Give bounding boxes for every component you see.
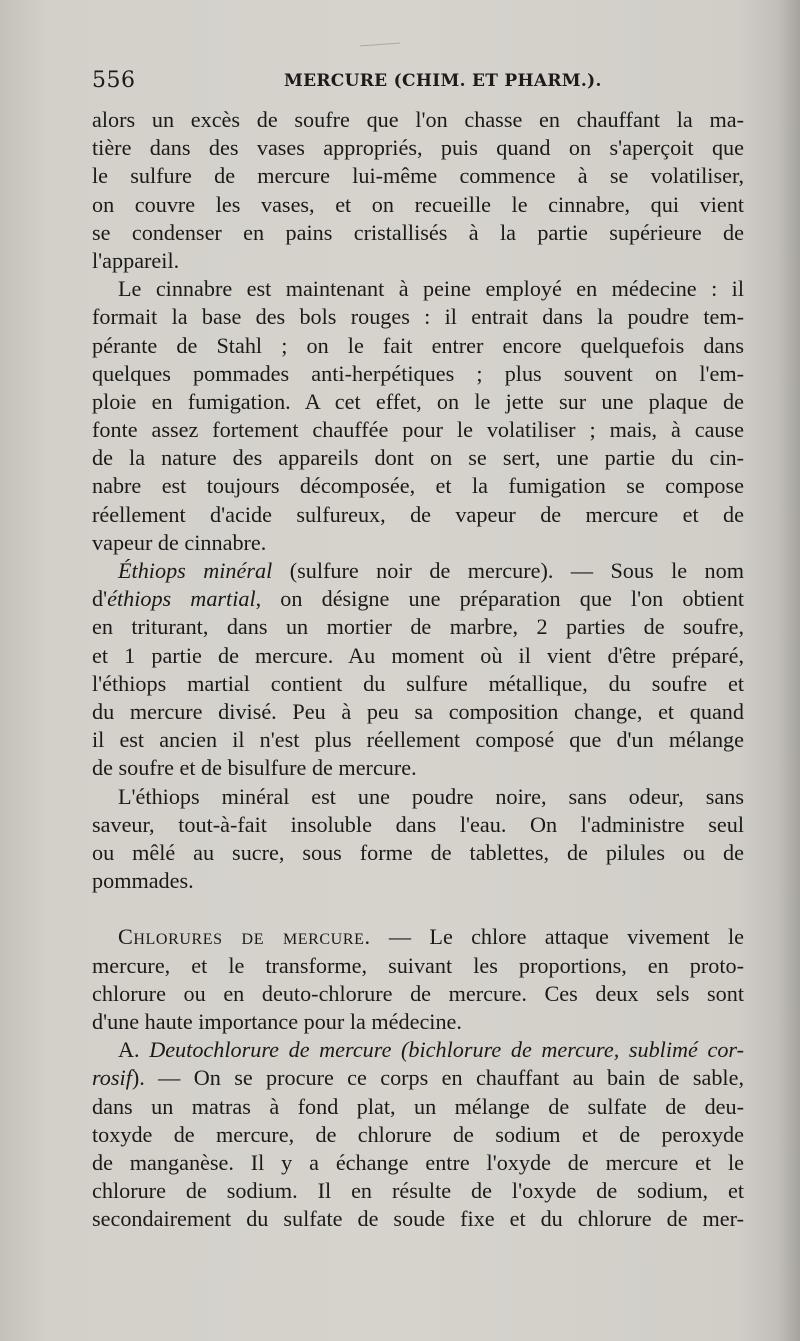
text-line: de manganèse. Il y a échange entre l'oxyde de mercure et le <box>92 1149 744 1175</box>
text-line: se condenser en pains cristallisés à la partie supérieure de <box>92 219 744 245</box>
text-line: l'appareil. <box>92 247 180 273</box>
text-fragment: , on désigne une préparation que l'on obtient <box>255 586 744 612</box>
ethiops-heading-line <box>92 557 744 585</box>
text-line: d'une haute importance pour la médecine. <box>92 1009 462 1034</box>
text-line: pommades. <box>92 868 194 894</box>
text-line: et 1 partie de mercure. Au moment où il vient d'être préparé, <box>92 642 744 668</box>
text-line: formait la base des bols rouges : il entrait dans la poudre tem- <box>92 304 744 330</box>
ethiops-martial-term: éthiops martial <box>107 586 256 612</box>
text-line: fonte assez fortement chauffée pour le volatiliser ; mais, à cause <box>92 417 744 443</box>
text-line: en triturant, dans un mortier de marbre, 2 parties de soufre, <box>92 614 744 640</box>
text-line: Le cinnabre est maintenant à peine employé en médecine : il <box>118 276 744 302</box>
text-line: de la nature des appareils dont on se sert, une partie du cin- <box>92 445 744 471</box>
text-line: toxyde de mercure, de chlorure de sodium et de peroxyde <box>92 1121 744 1147</box>
chlorures-heading-line <box>92 923 744 951</box>
rosif-line <box>92 1064 744 1092</box>
pencil-mark <box>360 43 400 47</box>
page-number: 556 <box>92 68 136 93</box>
text-line: du mercure divisé. Peu à peu sa composition change, et quand <box>92 698 744 724</box>
text-line: vapeur de cinnabre. <box>92 529 267 555</box>
text-fragment: — Le chlore attaque vivement le <box>370 924 744 950</box>
text-line: saveur, tout-à-fait insoluble dans l'eau. On l'administre seul <box>92 811 744 837</box>
ethiops-mineral-term: Éthiops minéral <box>118 558 273 583</box>
text-line: de soufre et de bisulfure de mercure. <box>92 755 417 781</box>
text-fragment: A. <box>118 1037 150 1063</box>
text-fragment: ). — On se procure ce corps en chauffant au bain de sable, <box>131 1065 744 1091</box>
deutochlorure-heading-line <box>92 1036 744 1064</box>
rosif-term: rosif <box>92 1065 132 1091</box>
text-line: chlorure ou en deuto-chlorure de mercure. Ces deux sels sont <box>92 980 744 1006</box>
text-fragment: (sulfure noir de mercure). — Sous le nom <box>272 558 744 583</box>
deutochlorure-term: Deutochlorure de mercure (bichlorure de mercure, sublimé cor- <box>149 1037 744 1063</box>
text-line: l'éthiops martial contient du sulfure métallique, du soufre et <box>92 670 744 696</box>
body-text <box>92 106 744 1234</box>
text-line: quelques pommades anti-herpétiques ; plus souvent on l'em- <box>92 360 744 386</box>
text-line: ou mêlé au sucre, sous forme de tablettes, de pilules ou de <box>92 839 744 865</box>
section-heading: Chlorures de mercure. <box>118 924 371 950</box>
spine-shadow <box>778 0 800 1341</box>
text-line: on couvre les vases, et on recueille le cinnabre, qui vient <box>92 191 744 217</box>
text-line: dans un matras à fond plat, un mélange de sulfate de deu- <box>92 1093 744 1119</box>
ethiops-martial-line <box>92 585 744 613</box>
text-line: il est ancien il n'est plus réellement composé que d'un mélange <box>92 727 744 753</box>
text-line: nabre est toujours décomposée, et la fumigation se compose <box>92 473 744 499</box>
text-line: secondairement du sulfate de soude fixe et du chlorure de mer- <box>92 1206 744 1232</box>
text-line: réellement d'acide sulfureux, de vapeur de mercure et de <box>92 501 744 527</box>
running-title: MERCURE (CHIM. ET PHARM.). <box>284 71 602 91</box>
text-line: L'éthiops minéral est une poudre noire, sans odeur, sans <box>118 783 744 809</box>
text-line: ploie en fumigation. A cet effet, on le jette sur une plaque de <box>92 388 744 414</box>
text-line: alors un excès de soufre que l'on chasse en chauffant la ma- <box>92 107 744 132</box>
text-line: chlorure de sodium. Il en résulte de l'oxyde de sodium, et <box>92 1178 744 1204</box>
section-gap <box>92 895 744 923</box>
text-fragment: d' <box>92 586 108 612</box>
text-line: le sulfure de mercure lui-même commence à se volatiliser, <box>92 163 744 189</box>
text-line: tière dans des vases appropriés, puis quand on s'aperçoit que <box>92 135 744 161</box>
page-header <box>92 68 742 98</box>
text-line: pérante de Stahl ; on le fait entrer encore quelquefois dans <box>92 332 744 358</box>
text-line: mercure, et le transforme, suivant les proportions, en proto- <box>92 952 744 978</box>
